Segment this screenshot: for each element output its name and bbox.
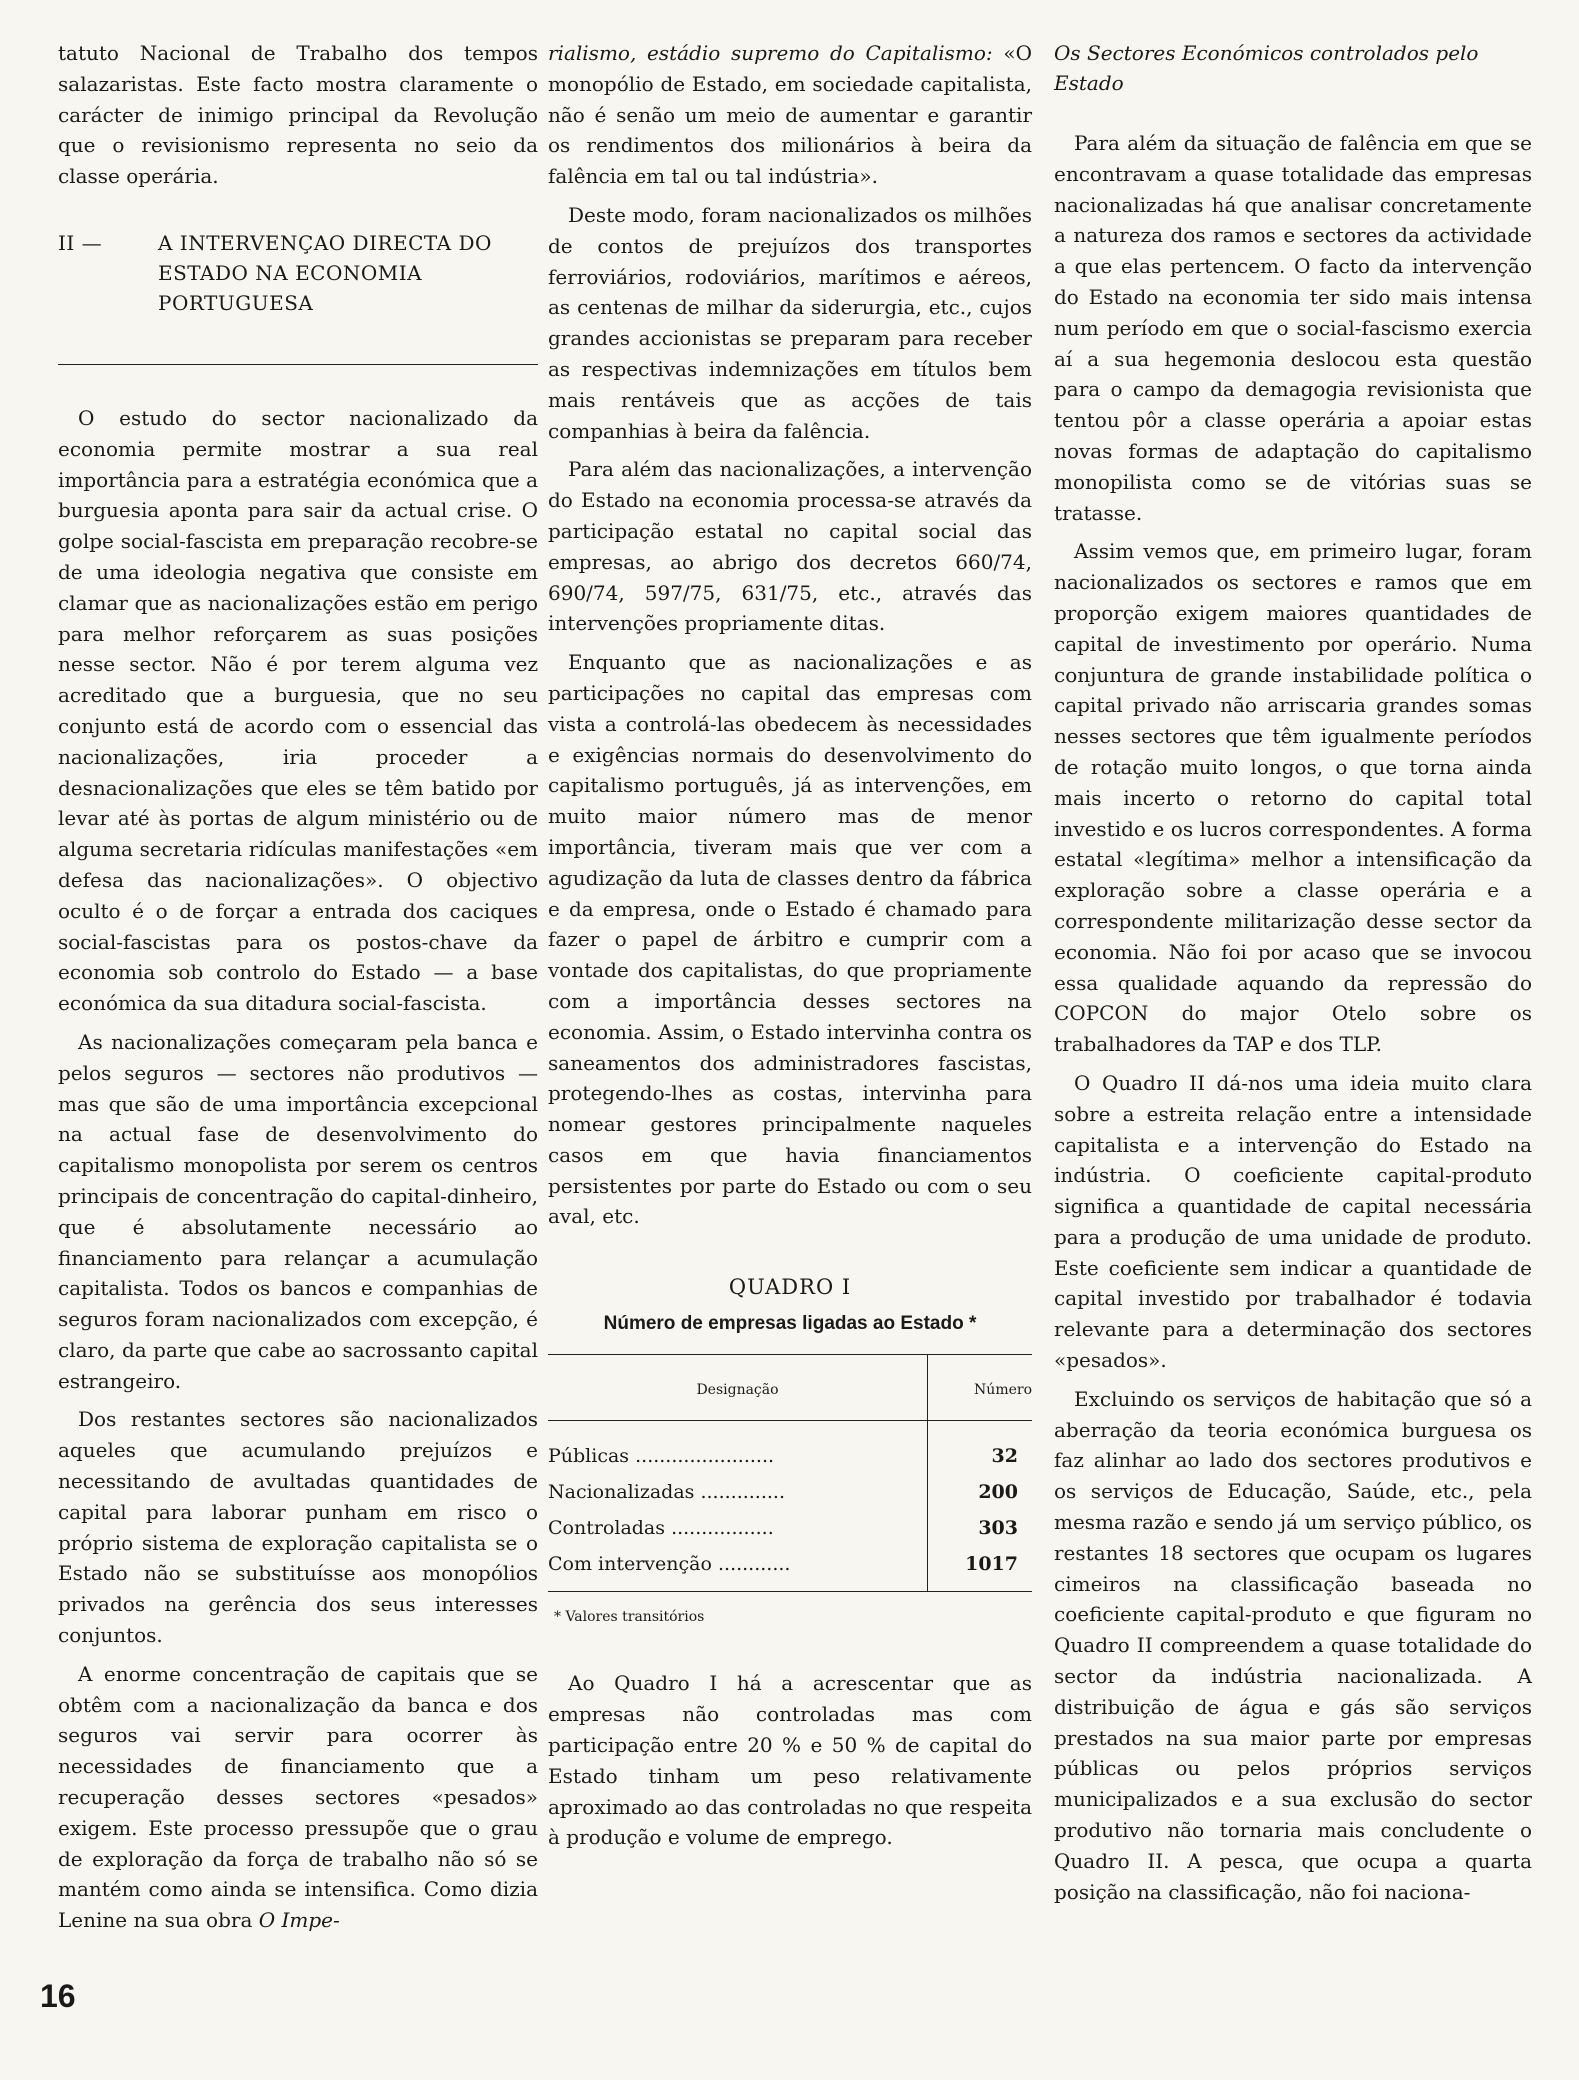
row-label: Públicas ....................... bbox=[548, 1444, 775, 1467]
page-number: 16 bbox=[40, 1978, 76, 2014]
paragraph: Enquanto que as nacionalizações e as participações no capital das empresas com vista a controlá-las obedecem às necessidades e exigências normais do desenvolvimento do capitalismo português, já as intervenções, em muito maior número mas de menor importância, tiveram mais que ver com a agudização da luta de classes dentro da fábrica e da empresa, onde o Estado é chamado para fazer o papel de árbitro e cumprir com a vontade dos capitalistas, do que propriamente com a importância desses sectores na economia. Assim, o Estado intervinha contra os saneamentos dos administradores fascistas, protegendo-lhes as costas, intervinha para nomear gestores principalmente naqueles casos em que havia financiamentos persistentes por parte do Estado ou com o seu aval, etc. bbox=[548, 650, 1032, 1229]
paragraph: Para além da situação de falência em que se encontravam a quase totalidade das empresas nacionalizadas há que analisar concretamente a natureza dos ramos e sectores da actividade a que elas pertencem. O facto da intervenção do Estado na economia ter sido mais intensa num período em que o social-fascismo exercia aí a sua hegemonia deslocou esta questão para o campo da demagogia revisionista que tentou pôr a classe operária a apoiar estas novas formas de adaptação do capitalismo monopilista como se de vitórias suas se tratasse. bbox=[1054, 131, 1532, 525]
book-title-italic: O Impe- bbox=[258, 1908, 340, 1933]
section-heading bbox=[58, 228, 538, 318]
section-title: A INTERVENÇAO DIRECTA DO ESTADO NA ECONOMIA PORTUGUESA bbox=[158, 230, 492, 315]
column-3 bbox=[1054, 38, 1532, 1998]
row-label: Com intervenção ............ bbox=[548, 1552, 791, 1575]
paragraph bbox=[548, 38, 1032, 192]
quote-text: «O monopólio de Estado, em sociedade capitalista, não é senão um meio de aumentar e garantir os rendimentos dos milionários à beira da falência em tal ou tal indústria». bbox=[548, 41, 1033, 189]
table-title: QUADRO I bbox=[728, 1275, 852, 1300]
paragraph: Assim vemos que, em primeiro lugar, foram nacionalizados os sectores e ramos que em proporção exigem maiores quantidades de capital de investimento por operário. Numa conjuntura de grande instabilidade política o capital privado não arriscaria grandes somas nesses sectores que têm igualmente períodos de rotação muito longos, o que torna ainda mais incerto o retorno do capital total investido e os lucros correspondentes. A forma estatal «legítima» melhor a intensificação da exploração sobre a classe operária e a correspondente militarização desse sector da economia. Não foi por acaso que se invocou essa qualidade aquando da repressão do COPCON do major Otelo sobre os trabalhadores da TAP e dos TLP. bbox=[1054, 539, 1532, 1057]
row-value: 303 bbox=[928, 1510, 1033, 1546]
table-footnote: * Valores transitórios bbox=[554, 1608, 705, 1625]
row-value: 32 bbox=[928, 1420, 1033, 1474]
paragraph: O estudo do sector nacionalizado da economia permite mostrar a sua real importância para a estratégia económica que a burguesia aponta para sair da actual crise. O golpe social-fascista em preparação recobre-se de uma ideologia negativa que consiste em clamar que as nacionalizações estão em perigo para melhor reforçarem as suas posições nesse sector. Não é por terem alguma vez acreditado que a burguesia, que no seu conjunto está de acordo com o essencial das nacionalizações, iria proceder a desnacionalizações que eles se têm batido por levar até às portas de algum ministério ou de alguma secretaria ridículas manifestações «em defesa das nacionalizações». O objectivo oculto é o de forçar a entrada dos caciques social-fascistas para os postos-chave da economia sob controlo do Estado — a base económica da sua ditadura social-fascista. bbox=[58, 405, 538, 1016]
paragraph: Dos restantes sectores são nacionalizados aqueles que acumulando prejuízos e necessitando de avultadas quantidades de capital para laborar punham em risco o próprio sistema de exploração capitalista se o Estado não se substituísse aos monopólios privados na gerência dos seus interesses conjuntos. bbox=[58, 1407, 538, 1648]
paragraph: tatuto Nacional de Trabalho dos tempos salazaristas. Este facto mostra claramente o carácter de inimigo principal da Revolução que o revisionismo representa no seio da classe operária. bbox=[58, 41, 538, 189]
table-row bbox=[548, 1420, 1032, 1474]
paragraph: O Quadro II dá-nos uma ideia muito clara sobre a estreita relação entre a intensidade capitalista e a intervenção do Estado na indústria. O coeficiente capital-produto significa a quantidade de capital necessária para a produção de uma unidade de produto. Este coeficiente sem indicar a quantidade de capital investido por trabalhador é todavia relevante para a determinação dos sectores «pesados». bbox=[1054, 1070, 1532, 1373]
table-subtitle: Número de empresas ligadas ao Estado * bbox=[603, 1313, 977, 1335]
column-1 bbox=[58, 38, 538, 1998]
paragraph: Ao Quadro I há a acrescentar que as empresas não controladas mas com participação entre 20 % e 50 % de capital do Estado tinham um peso relativamente aproximado ao das controladas no que respeita à produção e volume de emprego. bbox=[548, 1671, 1032, 1850]
table-row bbox=[548, 1510, 1032, 1546]
paragraph bbox=[58, 1659, 538, 1936]
row-label: Nacionalizadas .............. bbox=[548, 1480, 786, 1503]
row-value: 1017 bbox=[928, 1546, 1033, 1592]
row-value: 200 bbox=[928, 1474, 1033, 1510]
paragraph: Excluindo os serviços de habitação que só a aberração da teoria económica burguesa os faz alinhar ao lado dos sectores produtivos e os serviços de Educação, Saúde, etc., pela mesma razão e sendo já um serviço público, os restantes 18 sectores que ocupam os lugares cimeiros na classificação baseada no coeficiente capital-produto e que figuram no Quadro II compreendem a quase totalidade do sector da indústria nacionalizada. A distribuição de água e gás são serviços prestados na sua maior parte por empresas públicas ou pelos próprios serviços municipalizados e a sua exclusão do sector produtivo não tornaria mais concludente o Quadro II. A pesca, que ocupa a quarta posição na classificação, não foi naciona- bbox=[1054, 1386, 1532, 1904]
table-row bbox=[548, 1546, 1032, 1592]
paragraph: Deste modo, foram nacionalizados os milhões de contos de prejuízos dos transportes ferroviários, rodoviários, marítimos e aéreos, as centenas de milhar da siderurgia, etc., cujos grandes accionistas se preparam para receber as respectivas indemnizações em títulos bem mais rentáveis que as acções de tais companhias à beira da falência. bbox=[548, 202, 1032, 443]
subsection-heading: Os Sectores Económicos controlados pelo Estado bbox=[1054, 41, 1479, 95]
book-title-italic: rialismo, estádio supremo do Capitalismo: bbox=[548, 41, 993, 65]
paragraph-text: A enorme concentração de capitais que se obtêm com a nacionalização da banca e dos seguros vai servir para ocorrer às necessidades de financiamento que a recuperação desses sectores «pesados» exigem. Este processo pressupõe que o grau de exploração da força de trabalho não só se mantém como ainda se intensifica. Como dizia Lenine na sua obra bbox=[58, 1661, 538, 1933]
paragraph: As nacionalizações começaram pela banca e pelos seguros — sectores não produtivos — mas que são de uma importância excepcional na actual fase de desenvolvimento do capitalismo monopolista por serem os centros principais de concentração do capital-dinheiro, que é absolutamente necessário ao financiamento para relançar a acumulação capitalista. Todos os bancos e companhias de seguros foram nacionalizados com excepção, é claro, da parte que cabe ao sacrossanto capital estrangeiro. bbox=[58, 1029, 538, 1393]
column-header-numero: Número bbox=[928, 1354, 1033, 1420]
table-row bbox=[548, 1474, 1032, 1510]
quadro-i-table bbox=[548, 1354, 1032, 1592]
section-number: II — bbox=[58, 230, 103, 255]
paragraph: Para além das nacionalizações, a intervenção do Estado na economia processa-se através da participação estatal no capital social das empresas, ao abrigo dos decretos 660/74, 690/74, 597/75, 631/75, etc., através das intervenções propriamente ditas. bbox=[548, 457, 1032, 636]
row-label: Controladas ................. bbox=[548, 1516, 774, 1539]
column-header-designacao: Designação bbox=[548, 1354, 928, 1420]
section-divider bbox=[58, 364, 538, 365]
column-2 bbox=[548, 38, 1032, 1998]
